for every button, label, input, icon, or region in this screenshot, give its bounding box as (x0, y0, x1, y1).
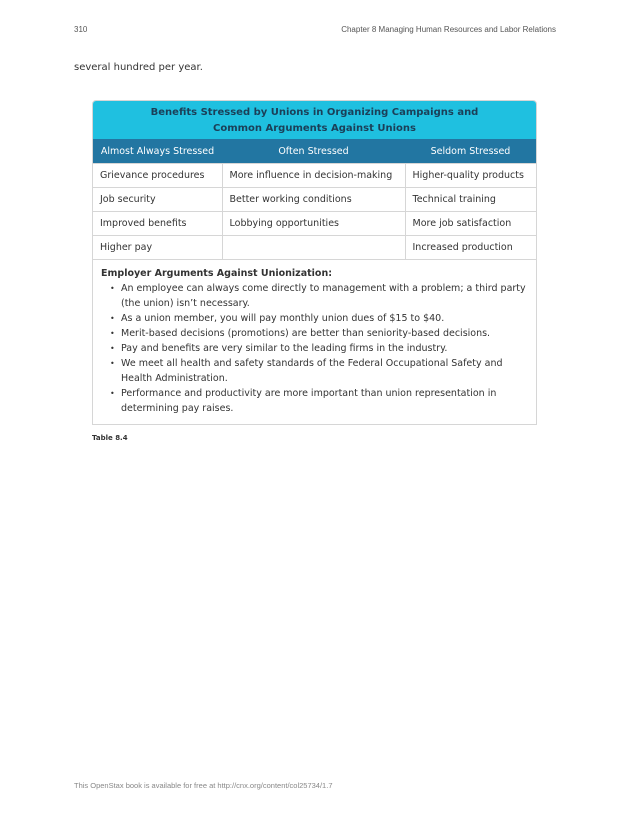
benefits-table (92, 100, 537, 425)
table-caption: Benefits Stressed by Unions in Organizing Campaigns and Common Arguments Against Unions (93, 101, 536, 139)
table-cell: Grievance procedures (93, 164, 222, 188)
table-row (93, 188, 536, 212)
table-cell: Lobbying opportunities (222, 212, 405, 236)
list-item (101, 341, 528, 356)
list-item (101, 326, 528, 341)
column-header-often: Often Stressed (222, 139, 405, 164)
table-cell: More job satisfaction (405, 212, 536, 236)
list-item (101, 311, 528, 326)
list-item-text: Pay and benefits are very similar to the leading firms in the industry. (121, 343, 448, 354)
list-item (101, 281, 528, 311)
bullet-icon: • (110, 344, 115, 353)
table-cell: More influence in decision-making (222, 164, 405, 188)
footer-text: This OpenStax book is available for free at http://cnx.org/content/col25734/1.7 (74, 781, 333, 790)
list-item-text: As a union member, you will pay monthly union dues of $15 to $40. (121, 313, 445, 324)
table-cell: Increased production (405, 236, 536, 260)
employer-arguments (93, 259, 536, 424)
table-cell: Better working conditions (222, 188, 405, 212)
bullet-icon: • (110, 314, 115, 323)
bullet-icon: • (110, 284, 115, 293)
table-label: Table 8.4 (92, 434, 128, 442)
bullet-icon: • (110, 329, 115, 338)
intro-text: several hundred per year. (74, 62, 203, 73)
list-item-text: Performance and productivity are more important than union representation in determining pay raises. (121, 388, 497, 414)
page-number: 310 (74, 25, 88, 34)
chapter-title: Chapter 8 Managing Human Resources and Labor Relations (341, 25, 556, 34)
list-item (101, 386, 528, 416)
arguments-heading: Employer Arguments Against Unionization: (101, 268, 333, 279)
list-item-text: We meet all health and safety standards of the Federal Occupational Safety and Health Administration. (121, 358, 503, 384)
table-cell: Higher-quality products (405, 164, 536, 188)
table-row (93, 236, 536, 260)
table-row (93, 164, 536, 188)
column-header-almost-always: Almost Always Stressed (93, 139, 222, 164)
table-cell: Job security (93, 188, 222, 212)
list-item-text: An employee can always come directly to management with a problem; a third party (the union) isn’t necessary. (121, 283, 526, 309)
column-header-seldom: Seldom Stressed (405, 139, 536, 164)
table-row (93, 212, 536, 236)
table-cell: Higher pay (93, 236, 222, 260)
benefits-grid (93, 139, 536, 259)
bullet-icon: • (110, 359, 115, 368)
table-header-row (93, 139, 536, 164)
list-item (101, 356, 528, 386)
table-cell (222, 236, 405, 260)
arguments-list (101, 281, 528, 416)
table-cell: Technical training (405, 188, 536, 212)
list-item-text: Merit-based decisions (promotions) are better than seniority-based decisions. (121, 328, 491, 339)
table-cell: Improved benefits (93, 212, 222, 236)
bullet-icon: • (110, 389, 115, 398)
